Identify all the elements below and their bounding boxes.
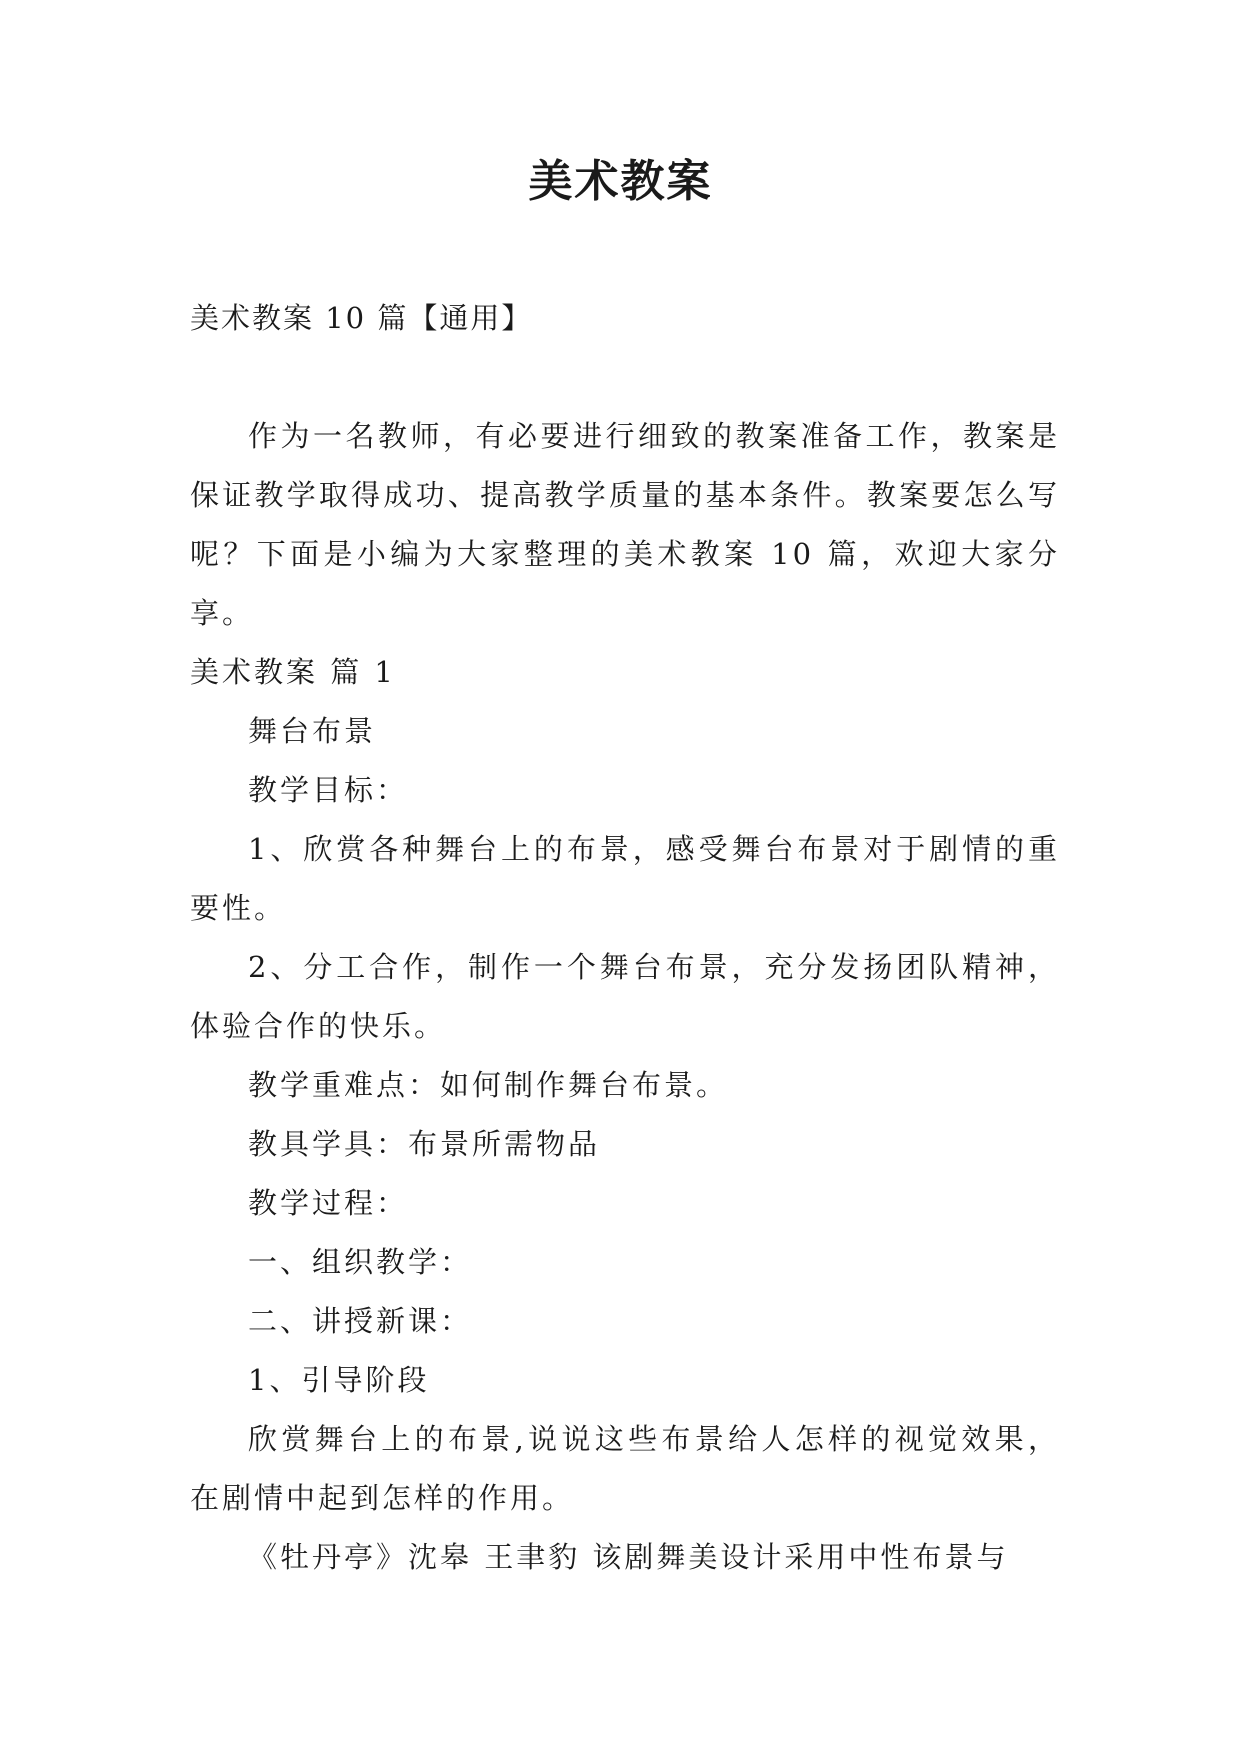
document-subtitle: 美术教案 10 篇【通用】: [190, 301, 533, 335]
teaching-aids: 教具学具：布景所需物品: [248, 1127, 601, 1161]
document-title: 美术教案: [528, 156, 713, 207]
section-heading: 美术教案 篇 1: [190, 655, 396, 689]
process-step-2: 二、讲授新课：: [248, 1304, 473, 1338]
goal-item-1: 1、欣赏各种舞台上的布景，感受舞台布景对于剧情的重要性。: [190, 832, 1060, 925]
goals-label: 教学目标：: [248, 773, 409, 807]
sub-step-1: 1、引导阶段: [248, 1363, 430, 1397]
intro-paragraph: 作为一名教师，有必要进行细致的教案准备工作，教案是保证教学取得成功、提高教学质量的基本条件。教案要怎么写呢？下面是小编为大家整理的美术教案 10 篇，欢迎大家分享。: [190, 419, 1060, 630]
goal-item-2: 2、分工合作，制作一个舞台布景，充分发扬团队精神，体验合作的快乐。: [190, 950, 1060, 1043]
document-body: [190, 407, 1060, 1587]
key-difficulty: 教学重难点：如何制作舞台布景。: [248, 1068, 729, 1102]
example-paragraph: 《牡丹亭》沈皋 王聿豹 该剧舞美设计采用中性布景与: [248, 1540, 1009, 1574]
appreciation-paragraph: 欣赏舞台上的布景,说说这些布景给人怎样的视觉效果，在剧情中起到怎样的作用。: [190, 1422, 1060, 1515]
process-label: 教学过程：: [248, 1186, 409, 1220]
process-step-1: 一、组织教学：: [248, 1245, 473, 1279]
lesson-title: 舞台布景: [248, 714, 377, 748]
